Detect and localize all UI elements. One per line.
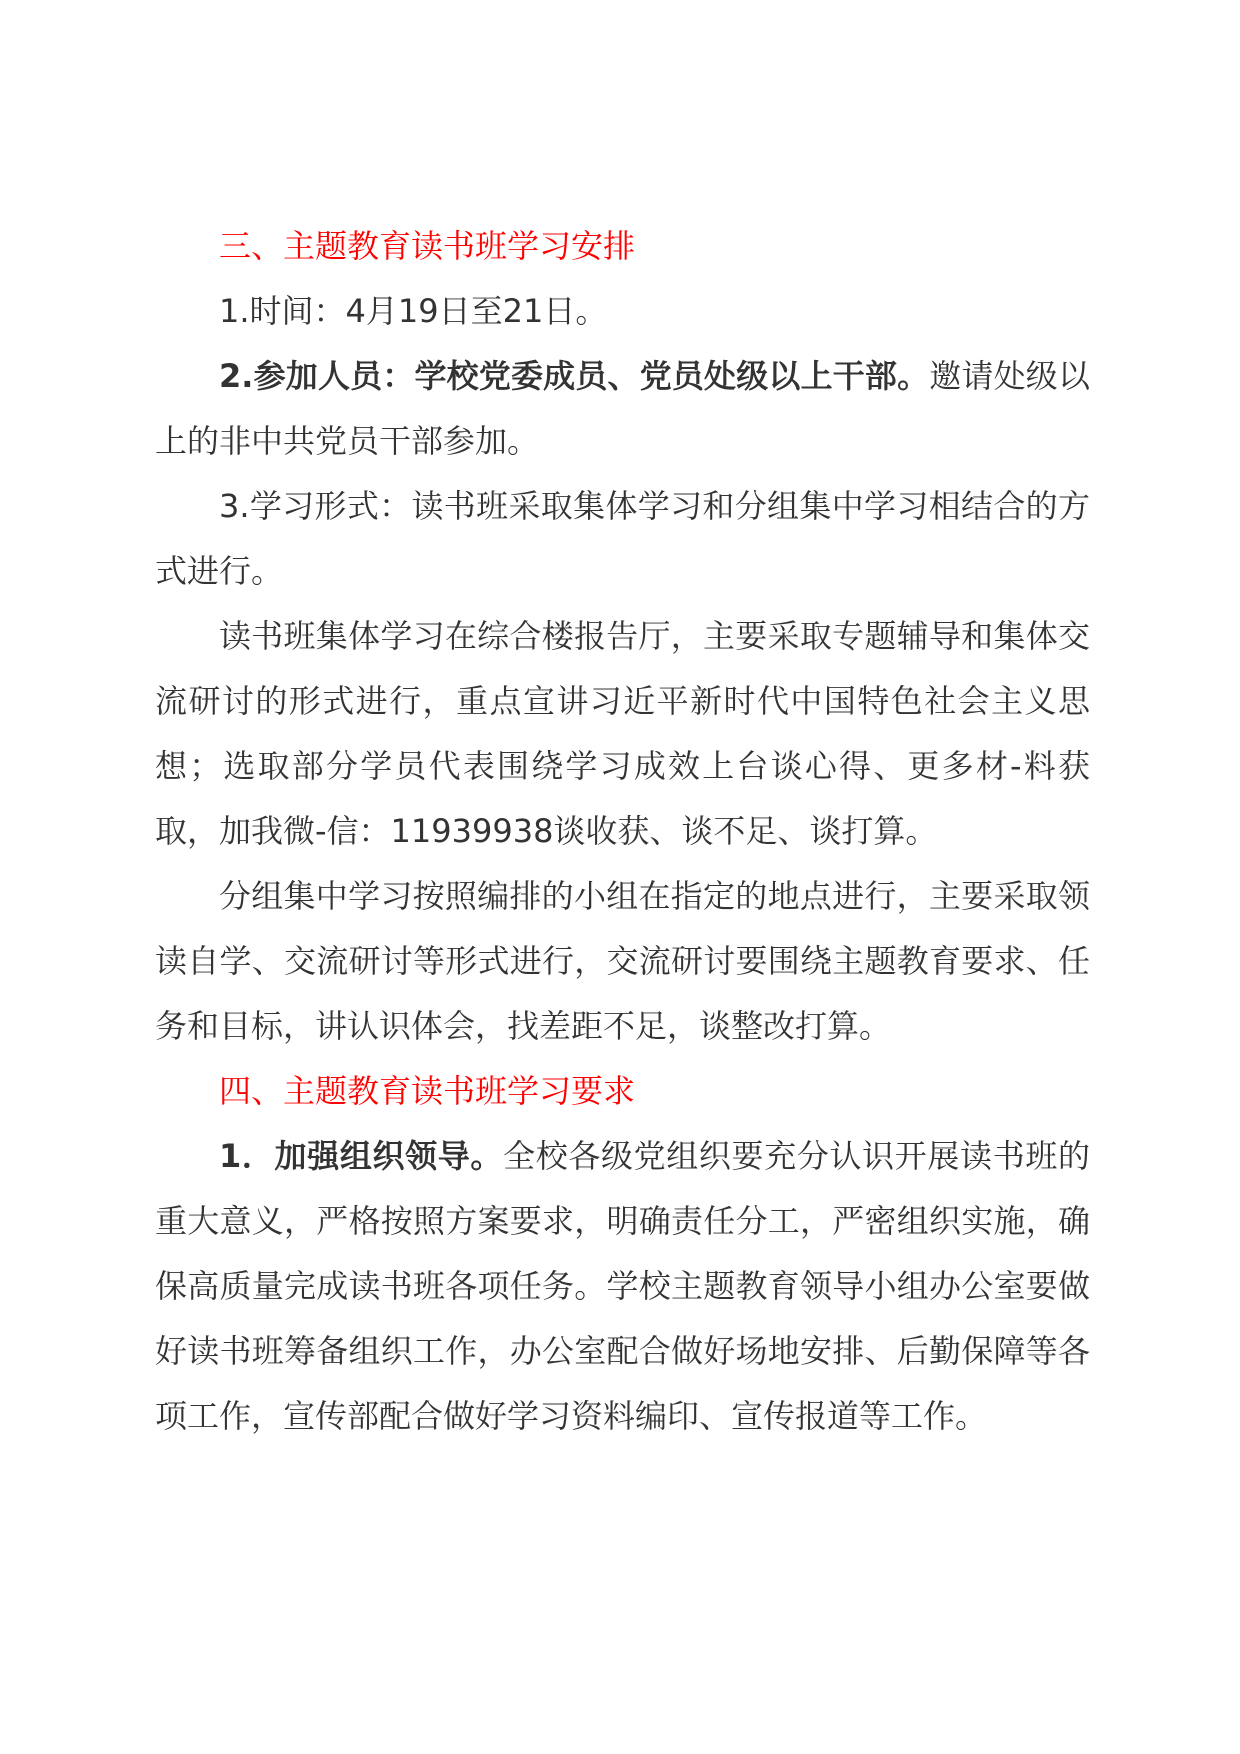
section-3-heading: 三、主题教育读书班学习安排: [219, 227, 636, 265]
participants-rest: 邀请处级以上的非中共党员干部参加。: [155, 357, 1090, 460]
collective-study-paragraph: 读书班集体学习在综合楼报告厅，主要采取专题辅导和集体交流研讨的形式进行，重点宣讲习近平新时代中国特色社会主义思想；选取部分学员代表围绕学习成效上台谈心得、更多材-料获取，加我微-信：11939938谈收获、谈不足、谈打算。: [155, 617, 1090, 850]
requirement-1-bold-lead: 1．加强组织领导。: [219, 1137, 504, 1175]
time-paragraph: 1.时间：4月19日至21日。: [219, 292, 608, 330]
requirement-1-rest: 全校各级党组织要充分认识开展读书班的重大意义，严格按照方案要求，明确责任分工，严密组织实施，确保高质量完成读书班各项任务。学校主题教育领导小组办公室要做好读书班筹备组织工作，办公室配合做好场地安排、后勤保障等各项工作，宣传部配合做好学习资料编印、宣传报道等工作。: [155, 1137, 1090, 1435]
group-study-paragraph: 分组集中学习按照编排的小组在指定的地点进行，主要采取领读自学、交流研讨等形式进行，交流研讨要围绕主题教育要求、任务和目标，讲认识体会，找差距不足，谈整改打算。: [155, 877, 1090, 1045]
section-4-heading: 四、主题教育读书班学习要求: [219, 1072, 636, 1110]
participants-paragraph: [155, 344, 1090, 474]
document-body: [155, 214, 1090, 1449]
participants-bold-lead: 2.参加人员：学校党委成员、党员处级以上干部。: [219, 357, 930, 395]
study-form-paragraph: 3.学习形式：读书班采取集体学习和分组集中学习相结合的方式进行。: [155, 487, 1090, 590]
requirement-1-paragraph: [155, 1124, 1090, 1449]
